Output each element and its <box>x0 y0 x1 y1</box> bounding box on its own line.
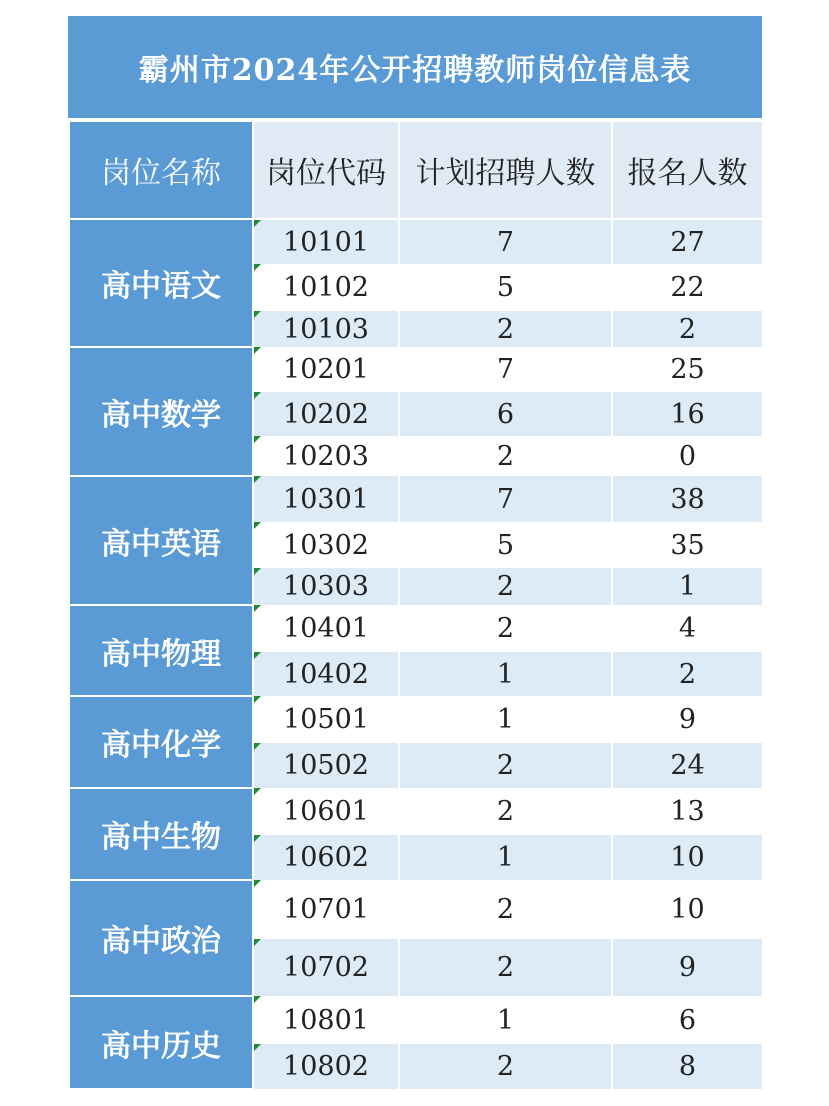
applicants-cell[interactable] <box>612 605 763 652</box>
position-code-cell[interactable] <box>253 835 399 880</box>
position-code-cell-value: 10501 <box>283 704 369 735</box>
applicants-cell[interactable] <box>612 311 763 347</box>
planned-hires-cell-value: 1 <box>496 1004 515 1036</box>
position-code-cell-value: 10401 <box>283 613 369 644</box>
planned-hires-cell-value: 1 <box>496 842 515 873</box>
applicants-cell-value: 9 <box>678 952 697 983</box>
number-stored-as-text-marker-icon <box>254 392 261 399</box>
planned-hires-cell-value: 2 <box>496 796 515 827</box>
position-name-cell[interactable]: 高中政治 <box>69 880 253 996</box>
number-stored-as-text-marker-icon <box>254 347 261 354</box>
position-name-cell[interactable]: 高中数学 <box>69 347 253 476</box>
number-stored-as-text-marker-icon <box>254 880 261 887</box>
applicants-cell[interactable] <box>612 392 763 436</box>
header-position-code: 岗位代码 <box>253 121 399 219</box>
table-row <box>69 219 763 264</box>
number-stored-as-text-marker-icon <box>254 568 261 575</box>
number-stored-as-text-marker-icon <box>254 264 261 271</box>
position-code-cell-value: 10801 <box>283 1004 369 1036</box>
header-planned-hires: 计划招聘人数 <box>399 121 612 219</box>
applicants-cell[interactable] <box>612 996 763 1044</box>
position-code-cell[interactable] <box>253 696 399 743</box>
planned-hires-cell-value: 7 <box>496 483 515 515</box>
planned-hires-cell-value: 2 <box>496 313 515 345</box>
position-code-cell[interactable] <box>253 1044 399 1089</box>
planned-hires-cell[interactable] <box>399 264 612 311</box>
applicants-cell-value: 25 <box>670 354 705 385</box>
position-code-cell[interactable] <box>253 880 399 939</box>
position-code-cell[interactable] <box>253 996 399 1044</box>
planned-hires-cell[interactable] <box>399 652 612 696</box>
applicants-cell[interactable] <box>612 880 763 939</box>
planned-hires-cell-value: 5 <box>496 272 515 303</box>
position-code-cell[interactable] <box>253 939 399 996</box>
header-applicants: 报名人数 <box>612 121 763 219</box>
position-code-cell-value: 10402 <box>283 658 369 690</box>
planned-hires-cell[interactable] <box>399 568 612 605</box>
table-row <box>69 996 763 1044</box>
positions-table <box>68 120 764 1090</box>
position-code-cell[interactable] <box>253 347 399 392</box>
position-name-cell[interactable]: 高中英语 <box>69 476 253 605</box>
planned-hires-cell[interactable] <box>399 1044 612 1089</box>
header-row <box>69 121 763 219</box>
table-title: 霸州市2024年公开招聘教师岗位信息表 <box>68 16 762 120</box>
number-stored-as-text-marker-icon <box>254 476 261 483</box>
number-stored-as-text-marker-icon <box>254 1044 261 1051</box>
position-name-cell[interactable]: 高中语文 <box>69 219 253 347</box>
table-row <box>69 880 763 939</box>
number-stored-as-text-marker-icon <box>254 436 261 443</box>
position-code-cell-value: 10601 <box>283 796 369 827</box>
planned-hires-cell[interactable] <box>399 522 612 568</box>
number-stored-as-text-marker-icon <box>254 311 261 318</box>
position-code-cell-value: 10802 <box>283 1051 369 1082</box>
spreadsheet <box>68 16 762 1090</box>
number-stored-as-text-marker-icon <box>254 652 261 659</box>
position-code-cell[interactable] <box>253 392 399 436</box>
applicants-cell[interactable] <box>612 939 763 996</box>
position-code-cell-value: 10202 <box>283 398 369 430</box>
table-row <box>69 696 763 743</box>
position-code-cell[interactable] <box>253 568 399 605</box>
position-name-cell[interactable]: 高中物理 <box>69 605 253 696</box>
number-stored-as-text-marker-icon <box>254 835 261 842</box>
planned-hires-cell[interactable] <box>399 392 612 436</box>
position-code-cell-value: 10702 <box>283 952 369 983</box>
planned-hires-cell[interactable] <box>399 219 612 264</box>
number-stored-as-text-marker-icon <box>254 743 261 750</box>
applicants-cell-value: 10 <box>670 842 705 873</box>
table-row <box>69 476 763 522</box>
applicants-cell[interactable] <box>612 219 763 264</box>
applicants-cell[interactable] <box>612 436 763 476</box>
planned-hires-cell-value: 5 <box>496 529 515 561</box>
number-stored-as-text-marker-icon <box>254 220 261 227</box>
planned-hires-cell[interactable] <box>399 835 612 880</box>
planned-hires-cell[interactable] <box>399 880 612 939</box>
planned-hires-cell[interactable] <box>399 743 612 788</box>
applicants-cell[interactable] <box>612 568 763 605</box>
position-code-cell-value: 10102 <box>283 272 369 303</box>
applicants-cell-value: 24 <box>670 750 705 781</box>
applicants-cell-value: 6 <box>678 1004 697 1036</box>
planned-hires-cell-value: 6 <box>496 398 515 430</box>
planned-hires-cell[interactable] <box>399 347 612 392</box>
applicants-cell[interactable] <box>612 743 763 788</box>
applicants-cell-value: 2 <box>678 313 697 345</box>
table-row <box>69 788 763 835</box>
planned-hires-cell[interactable] <box>399 788 612 835</box>
position-code-cell[interactable] <box>253 743 399 788</box>
planned-hires-cell-value: 2 <box>496 952 515 983</box>
applicants-cell[interactable] <box>612 522 763 568</box>
planned-hires-cell[interactable] <box>399 311 612 347</box>
applicants-cell[interactable] <box>612 347 763 392</box>
position-code-cell-value: 10201 <box>283 354 369 385</box>
applicants-cell-value: 13 <box>670 796 705 827</box>
position-code-cell[interactable] <box>253 436 399 476</box>
number-stored-as-text-marker-icon <box>254 788 261 795</box>
applicants-cell-value: 35 <box>670 529 705 561</box>
planned-hires-cell[interactable] <box>399 696 612 743</box>
applicants-cell-value: 2 <box>678 658 697 690</box>
number-stored-as-text-marker-icon <box>254 996 261 1003</box>
table-row <box>69 347 763 392</box>
position-code-cell-value: 10301 <box>283 483 369 515</box>
table-row <box>69 605 763 652</box>
planned-hires-cell-value: 2 <box>496 571 515 602</box>
applicants-cell-value: 9 <box>678 704 697 735</box>
planned-hires-cell-value: 1 <box>496 658 515 690</box>
number-stored-as-text-marker-icon <box>254 605 261 612</box>
planned-hires-cell[interactable] <box>399 476 612 522</box>
applicants-cell-value: 38 <box>670 483 705 515</box>
planned-hires-cell[interactable] <box>399 605 612 652</box>
position-code-cell-value: 10602 <box>283 842 369 873</box>
position-code-cell-value: 10103 <box>283 313 369 345</box>
position-code-cell-value: 10701 <box>283 894 369 925</box>
number-stored-as-text-marker-icon <box>254 522 261 529</box>
planned-hires-cell-value: 7 <box>496 226 515 258</box>
planned-hires-cell[interactable] <box>399 436 612 476</box>
position-name-cell[interactable]: 高中生物 <box>69 788 253 880</box>
planned-hires-cell-value: 1 <box>496 704 515 735</box>
table-body <box>69 219 763 1089</box>
applicants-cell-value: 0 <box>678 440 697 472</box>
planned-hires-cell[interactable] <box>399 996 612 1044</box>
applicants-cell[interactable] <box>612 476 763 522</box>
position-code-cell[interactable] <box>253 788 399 835</box>
applicants-cell-value: 22 <box>670 272 705 303</box>
position-code-cell[interactable] <box>253 219 399 264</box>
planned-hires-cell-value: 2 <box>496 1051 515 1082</box>
header-position-name: 岗位名称 <box>69 121 253 219</box>
applicants-cell[interactable] <box>612 696 763 743</box>
position-name-cell[interactable]: 高中化学 <box>69 696 253 788</box>
applicants-cell[interactable] <box>612 1044 763 1089</box>
applicants-cell[interactable] <box>612 835 763 880</box>
number-stored-as-text-marker-icon <box>254 696 261 703</box>
applicants-cell-value: 1 <box>678 571 697 602</box>
position-code-cell[interactable] <box>253 605 399 652</box>
planned-hires-cell-value: 2 <box>496 440 515 472</box>
position-code-cell-value: 10101 <box>283 226 369 258</box>
applicants-cell-value: 16 <box>670 398 705 430</box>
applicants-cell-value: 10 <box>670 894 705 925</box>
position-code-cell[interactable] <box>253 311 399 347</box>
position-code-cell-value: 10303 <box>283 571 369 602</box>
position-code-cell[interactable] <box>253 652 399 696</box>
applicants-cell-value: 27 <box>670 226 705 258</box>
planned-hires-cell[interactable] <box>399 939 612 996</box>
number-stored-as-text-marker-icon <box>254 939 261 946</box>
applicants-cell-value: 4 <box>678 613 697 644</box>
position-code-cell[interactable] <box>253 522 399 568</box>
planned-hires-cell-value: 2 <box>496 613 515 644</box>
position-code-cell-value: 10302 <box>283 529 369 561</box>
position-code-cell[interactable] <box>253 264 399 311</box>
applicants-cell[interactable] <box>612 788 763 835</box>
position-code-cell-value: 10502 <box>283 750 369 781</box>
position-name-cell[interactable]: 高中历史 <box>69 996 253 1089</box>
applicants-cell[interactable] <box>612 264 763 311</box>
position-code-cell[interactable] <box>253 476 399 522</box>
applicants-cell[interactable] <box>612 652 763 696</box>
applicants-cell-value: 8 <box>678 1051 697 1082</box>
position-code-cell-value: 10203 <box>283 440 369 472</box>
planned-hires-cell-value: 7 <box>496 354 515 385</box>
planned-hires-cell-value: 2 <box>496 750 515 781</box>
planned-hires-cell-value: 2 <box>496 894 515 925</box>
